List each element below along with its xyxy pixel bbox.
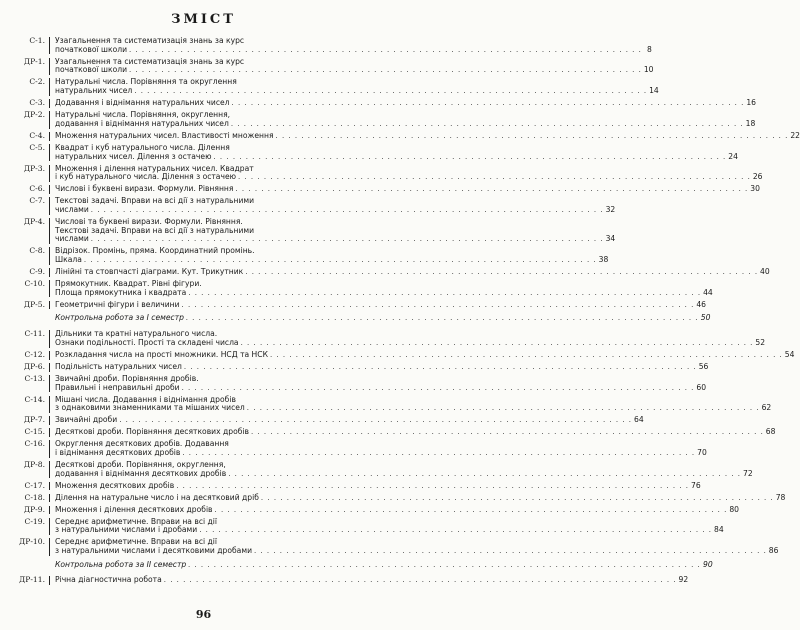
- toc-entry: [5, 361, 709, 372]
- toc-entry-text: Звичайні дроби. Порівняння дробів.: [55, 373, 199, 383]
- toc-entry-code: ДР-11.: [19, 575, 45, 585]
- toc-entry-text: Числові і буквені вирази. Формули. Рівняння: [55, 184, 234, 194]
- toc-entry-text: Узагальнення та систематизація знань за курс: [55, 36, 245, 45]
- toc-entry-body: [55, 165, 762, 182]
- toc-entry-body: [55, 482, 701, 491]
- toc-entry-page: 16: [746, 98, 756, 108]
- toc-entry-text: Контрольна робота за I семестр: [55, 313, 184, 323]
- toc-entry: [5, 559, 713, 570]
- toc-entry-page: 30: [750, 184, 760, 194]
- toc-entry-line: [55, 363, 708, 372]
- toc-entry: [5, 110, 756, 128]
- dot-leader: . . . . . . . . . . . . . . . . . . . . . . . . . . . . . . . . . . . . . . . . . . . . . . . . . . . . . . . . . . . . . . . . . . . . . . . . . . . . . . . .: [90, 205, 604, 214]
- toc-entry: [5, 163, 763, 182]
- toc-entry-page: 40: [760, 267, 770, 277]
- toc-entry: [5, 439, 707, 457]
- toc-entry-code: ДР-1.: [23, 56, 45, 66]
- toc-entry-line: [55, 58, 654, 67]
- toc-entry-code: С-12.: [24, 349, 45, 359]
- toc-entry-body: [55, 132, 800, 141]
- dot-leader: . . . . . . . . . . . . . . . . . . . . . . . . . . . . . . . . . . . . . . . . . . . . . . . . . . . . . . . . . . . . . . . . . . . . . . . . . . . . . . . .: [213, 152, 727, 161]
- toc-entry-body: [55, 375, 706, 392]
- toc-entry-page: 78: [775, 492, 786, 502]
- toc-separator: [49, 165, 50, 182]
- toc-entry-text: натуральних чисел. Ділення з остачею: [55, 151, 212, 161]
- toc-entry-text: Ознаки подільності. Прості та складені числа: [55, 337, 239, 347]
- toc-entry-code: С-2.: [29, 77, 45, 87]
- toc-entry-line: [55, 173, 762, 182]
- dot-leader: . . . . . . . . . . . . . . . . . . . . . . . . . . . . . . . . . . . . . . . . . . . . . . . . . . . . . . . . . . . . . . . . . . . . . . . . . . . . . . . .: [251, 428, 764, 437]
- toc-entry-line: [55, 66, 654, 75]
- toc-separator: [49, 518, 50, 535]
- toc-entry-code: С-14.: [24, 394, 45, 404]
- toc-entry-page: 54: [784, 349, 795, 359]
- dot-leader: . . . . . . . . . . . . . . . . . . . . . . . . . . . . . . . . . . . . . . . . . . . . . . . . . . . . . . . . . . . . . . . . . . . . . . . . . . . . . . . .: [228, 469, 741, 478]
- dot-leader: . . . . . . . . . . . . . . . . . . . . . . . . . . . . . . . . . . . . . . . . . . . . . . . . . . . . . . . . . . . . . . . . . . . . . . . . . . . . . . . .: [188, 288, 702, 297]
- page-number: 96: [195, 608, 212, 621]
- toc-entry-body: [55, 280, 713, 297]
- toc-entry-text: додавання і віднімання десяткових дробів: [55, 468, 227, 478]
- toc-separator: [49, 185, 50, 194]
- toc-entry-line: [55, 132, 800, 141]
- toc-entry-line: [55, 78, 659, 87]
- toc-entry: [5, 480, 701, 491]
- toc-entry: [5, 575, 689, 585]
- dot-leader: . . . . . . . . . . . . . . . . . . . . . . . . . . . . . . . . . . . . . . . . . . . . . . . . . . . . . . . . . . . . . . . . . . . . . . . . . . . . . . . .: [230, 119, 744, 128]
- toc-entry-body: [55, 461, 753, 478]
- dot-leader: . . . . . . . . . . . . . . . . . . . . . . . . . . . . . . . . . . . . . . . . . . . . . . . . . . . . . . . . . . . . . . . . . . . . . . . . . . . . . . . .: [235, 185, 749, 194]
- toc-separator: [49, 218, 50, 244]
- toc-separator: [49, 396, 50, 413]
- toc-entry-line: [55, 289, 713, 298]
- toc-entry: [5, 459, 753, 478]
- dot-leader: . . . . . . . . . . . . . . . . . . . . . . . . . . . . . . . . . . . . . . . . . . . . . . . . . . . . . . . . . . . . . . . . . . . . . . . . . . . . . . . .: [185, 314, 699, 323]
- toc-entry-code: С-13.: [24, 373, 45, 383]
- toc-entry-code: ДР-3.: [23, 163, 45, 173]
- dot-leader: . . . . . . . . . . . . . . . . . . . . . . . . . . . . . . . . . . . . . . . . . . . . . . . . . . . . . . . . . . . . . . . . . . . . . . . . . . . . . . . .: [90, 235, 604, 244]
- toc-entry-body: [55, 440, 707, 457]
- toc-entry-body: [55, 351, 794, 360]
- toc-entry-code: С-10.: [24, 279, 45, 289]
- toc-entry-text: Геометричні фігури і величини: [55, 299, 180, 309]
- toc-entry-text: Розкладання числа на прості множники. НСД та НСК: [55, 349, 268, 359]
- toc-entry-body: [55, 396, 771, 413]
- toc-entry-code: С-8.: [29, 246, 45, 256]
- toc-entry-page: 92: [678, 575, 689, 585]
- toc-entry-page: 62: [761, 403, 772, 413]
- toc-entry-code: С-18.: [24, 492, 45, 502]
- toc-entry-line: [55, 301, 706, 310]
- toc-entry-text: додавання і віднімання натуральних чисел: [55, 118, 229, 128]
- toc-entry: [5, 246, 609, 265]
- toc-entry-text: початкової школи: [55, 65, 128, 75]
- toc-entry-code: С-1.: [29, 36, 45, 45]
- toc-entry: [5, 299, 707, 310]
- dot-leader: . . . . . . . . . . . . . . . . . . . . . . . . . . . . . . . . . . . . . . . . . . . . . . . . . . . . . . . . . . . . . . . . . . . . . . . . . . . . . . . .: [181, 383, 695, 392]
- toc-entry-code: С-5.: [29, 142, 45, 152]
- toc-entry-line: [55, 268, 770, 277]
- toc-entry-page: 70: [697, 447, 707, 457]
- toc-entry: [5, 313, 711, 323]
- toc-entry-line: [55, 404, 771, 413]
- toc-entry-text: Множення натуральних чисел. Властивості множення: [55, 130, 274, 140]
- toc-entry-text: і віднімання десяткових дробів: [55, 447, 181, 457]
- toc-entry-line: [55, 185, 760, 194]
- toc-entry: [5, 537, 779, 556]
- toc-separator: [49, 440, 50, 457]
- toc-entry-page: 72: [743, 468, 753, 478]
- dot-leader: . . . . . . . . . . . . . . . . . . . . . . . . . . . . . . . . . . . . . . . . . . . . . . . . . . . . . . . . . . . . . . . . . . . . . . . . . . . . . . . .: [254, 547, 767, 556]
- toc-entry: [5, 216, 616, 244]
- toc-separator: [49, 99, 50, 108]
- toc-separator: [49, 268, 50, 277]
- toc-separator: [49, 301, 50, 310]
- toc-entry-body: [55, 576, 688, 585]
- toc-entry-text: натуральних чисел: [55, 86, 133, 96]
- toc-separator: [49, 351, 50, 360]
- toc-entry-code: ДР-9.: [23, 504, 45, 514]
- toc-entry-text: початкової школи: [55, 44, 128, 54]
- toc-separator: [49, 494, 50, 503]
- toc-entry-page: 86: [768, 546, 779, 556]
- dot-leader: . . . . . . . . . . . . . . . . . . . . . . . . . . . . . . . . . . . . . . . . . . . . . . . . . . . . . . . . . . . . . . . . . . . . . . . . . . . . . . . .: [214, 505, 728, 514]
- dot-leader: . . . . . . . . . . . . . . . . . . . . . . . . . . . . . . . . . . . . . . . . . . . . . . . . . . . . . . . . . . . . . . . . . . . . . . . . . . . . . . . .: [231, 99, 745, 108]
- toc-entry-page: 22: [790, 130, 800, 140]
- toc-entry: [5, 516, 724, 535]
- toc-entry-page: 8: [646, 44, 652, 54]
- toc-entry-text: і куб натурального числа. Ділення з остачею: [55, 172, 237, 182]
- toc-entry-text: Множення і ділення натуральних чисел. Квадрат: [55, 163, 254, 173]
- toc-entry-body: [55, 37, 652, 54]
- toc-entry-line: [55, 256, 608, 265]
- toc-entry-body: [55, 428, 775, 437]
- toc-entry-body: [55, 99, 756, 108]
- toc-entry-body: [55, 247, 608, 264]
- toc-separator: [49, 314, 50, 323]
- toc-entry-page: 14: [649, 86, 659, 96]
- toc-entry-line: [55, 314, 710, 323]
- toc-entry-body: [55, 506, 739, 515]
- toc-entry-text: Прямокутник. Квадрат. Рівні фігури.: [55, 279, 202, 289]
- toc-entry-line: [55, 99, 756, 108]
- toc-entry-body: [55, 197, 615, 214]
- toc-entry-page: 52: [755, 337, 766, 347]
- toc-entry-text: Лінійні та стовпчасті діаграми. Кут. Трикутник: [55, 267, 244, 277]
- toc-entry-text: Річна діагностична робота: [55, 575, 162, 585]
- toc-entry-code: С-9.: [29, 267, 45, 277]
- dot-leader: . . . . . . . . . . . . . . . . . . . . . . . . . . . . . . . . . . . . . . . . . . . . . . . . . . . . . . . . . . . . . . . . . . . . . . . . . . . . . . . .: [260, 493, 774, 502]
- toc-entry-line: [55, 449, 707, 458]
- toc-entry-page: 44: [703, 287, 713, 297]
- toc-entry-body: [55, 268, 770, 277]
- toc-entry: [5, 492, 786, 503]
- toc-separator: [49, 506, 50, 515]
- toc-separator: [49, 132, 50, 141]
- toc-entry-body: [55, 518, 724, 535]
- toc-entry-body: [55, 58, 654, 75]
- toc-entry: [5, 184, 760, 194]
- toc-entry-text: Текстові задачі. Вправи на всі дії з натуральними: [55, 196, 255, 206]
- toc-entry: [5, 329, 766, 347]
- toc-entry-line: [55, 235, 615, 244]
- toc-entry-line: [55, 526, 724, 535]
- toc-entry-line: [55, 339, 765, 348]
- toc-entry: [5, 56, 654, 75]
- toc-separator: [49, 561, 50, 570]
- toc-entry-text: Площа прямокутника і квадрата: [55, 287, 187, 297]
- toc-entry-code: С-17.: [24, 480, 45, 490]
- dot-leader: . . . . . . . . . . . . . . . . . . . . . . . . . . . . . . . . . . . . . . . . . . . . . . . . . . . . . . . . . . . . . . . . . . . . . . . . . . . . . . . .: [83, 256, 597, 265]
- toc-entry-line: [55, 153, 738, 162]
- toc-entry-text: Натуральні числа. Порівняння та округлення: [55, 77, 237, 87]
- toc-entry-page: 32: [605, 204, 616, 214]
- toc-entry-code: С-11.: [24, 329, 45, 339]
- toc-entry-body: [55, 301, 706, 310]
- dot-leader: . . . . . . . . . . . . . . . . . . . . . . . . . . . . . . . . . . . . . . . . . . . . . . . . . . . . . . . . . . . . . . . . . . . . . . . . . . . . . . . .: [240, 338, 754, 347]
- toc-entry-text: Шкала: [55, 255, 82, 265]
- toc-entry-text: Десяткові дроби. Порівняння, округлення,: [55, 459, 226, 469]
- toc-entry-line: [55, 547, 778, 556]
- toc-separator: [49, 144, 50, 161]
- toc-entry-page: 64: [633, 415, 644, 425]
- toc-separator: [49, 482, 50, 491]
- toc-entry-text: з однаковими знаменниками та мішаних чисел: [55, 403, 245, 413]
- toc-separator: [49, 330, 50, 347]
- toc-entry: [5, 77, 659, 96]
- toc-entry-line: [55, 470, 753, 479]
- toc-entry-body: [55, 144, 738, 161]
- toc-entry-body: [55, 314, 710, 323]
- toc-entry-text: Округлення десяткових дробів. Додавання: [55, 439, 229, 449]
- dot-leader: . . . . . . . . . . . . . . . . . . . . . . . . . . . . . . . . . . . . . . . . . . . . . . . . . . . . . . . . . . . . . . . . . . . . . . . . . . . . . . . .: [275, 131, 789, 140]
- toc-entry-body: [55, 78, 659, 95]
- toc-entry-text: Подільність натуральних чисел: [55, 361, 182, 371]
- toc-entry: [5, 504, 740, 515]
- toc-entry: [5, 394, 772, 413]
- toc-entry-page: 68: [765, 427, 776, 437]
- toc-entry-text: числами: [55, 234, 89, 244]
- toc-entry-page: 80: [729, 504, 740, 514]
- toc-entry-text: Звичайні дроби: [55, 415, 118, 425]
- toc-separator: [49, 461, 50, 478]
- toc-entry-text: числами: [55, 204, 89, 214]
- toc-separator: [49, 247, 50, 264]
- toc-separator: [49, 37, 50, 54]
- toc-entry: [5, 373, 707, 392]
- toc-entry: [5, 267, 770, 277]
- toc-entry-code: С-15.: [24, 427, 45, 437]
- toc-entry-code: ДР-5.: [23, 299, 45, 309]
- toc-entry-text: Правильні і неправильні дроби: [55, 382, 180, 392]
- toc-entry-page: 84: [714, 525, 724, 535]
- toc-entry-body: [55, 416, 644, 425]
- toc-entry-code: С-7.: [29, 196, 45, 206]
- toc-entry-code: ДР-10.: [19, 537, 45, 547]
- toc-entry-body: [55, 363, 708, 372]
- toc-entry: [5, 98, 756, 108]
- toc-entry-line: [55, 197, 615, 206]
- toc-entry-body: [55, 561, 713, 570]
- toc-entry-text: Узагальнення та систематизація знань за курс: [55, 56, 245, 66]
- toc-entry-code: ДР-7.: [23, 415, 45, 425]
- toc-entry-page: 26: [752, 172, 763, 182]
- dot-leader: . . . . . . . . . . . . . . . . . . . . . . . . . . . . . . . . . . . . . . . . . . . . . . . . . . . . . . . . . . . . . . . . . . . . . . . . . . . . . . . .: [246, 404, 760, 413]
- toc-separator: [49, 280, 50, 297]
- toc-entry-text: Контрольна робота за II семестр: [55, 559, 187, 569]
- toc-entry-line: [55, 428, 775, 437]
- toc-entry-text: Відрізок. Промінь, пряма. Координатний промінь.: [55, 246, 255, 256]
- toc-entry: [5, 130, 800, 141]
- toc-separator: [49, 111, 50, 128]
- toc-entry-text: Середнє арифметичне. Вправи на всі дії: [55, 537, 218, 547]
- table-of-contents: [5, 36, 800, 588]
- toc-entry-code: С-3.: [29, 98, 45, 108]
- toc-entry-line: [55, 37, 652, 46]
- toc-entry-body: [55, 494, 785, 503]
- toc-entry-code: ДР-8.: [23, 459, 45, 469]
- toc-entry-line: [55, 384, 706, 393]
- toc-entry-text: з натуральними числами і дробами: [55, 525, 198, 535]
- toc-entry-line: [55, 87, 659, 96]
- toc-entry-text: Множення і ділення десяткових дробів: [55, 504, 213, 514]
- dot-leader: . . . . . . . . . . . . . . . . . . . . . . . . . . . . . . . . . . . . . . . . . . . . . . . . . . . . . . . . . . . . . . . . . . . . . . . . . . . . . . . .: [269, 350, 783, 359]
- dot-leader: . . . . . . . . . . . . . . . . . . . . . . . . . . . . . . . . . . . . . . . . . . . . . . . . . . . . . . . . . . . . . . . . . . . . . . . . . . . . . . . .: [134, 87, 648, 96]
- toc-entry-page: 56: [698, 361, 709, 371]
- toc-entry-text: з натуральними числами і десятковими дробами: [55, 546, 252, 556]
- toc-entry: [5, 427, 776, 437]
- toc-entry-text: Десяткові дроби. Порівняння десяткових дробів: [55, 427, 249, 437]
- toc-entry-page: 50: [700, 313, 711, 323]
- toc-entry-text: Додавання і віднімання натуральних чисел: [55, 98, 230, 108]
- dot-leader: . . . . . . . . . . . . . . . . . . . . . . . . . . . . . . . . . . . . . . . . . . . . . . . . . . . . . . . . . . . . . . . . . . . . . . . . . . . . . . . .: [181, 300, 695, 309]
- toc-entry-page: 46: [696, 299, 707, 309]
- toc-entry-text: Ділення на натуральне число і на десятковий дріб: [55, 492, 259, 502]
- toc-entry-line: [55, 506, 739, 515]
- page-title: ЗМІСТ: [171, 12, 236, 27]
- dot-leader: . . . . . . . . . . . . . . . . . . . . . . . . . . . . . . . . . . . . . . . . . . . . . . . . . . . . . . . . . . . . . . . . . . . . . . . . . . . . . . . .: [119, 416, 632, 425]
- toc-entry: [5, 196, 616, 214]
- toc-entry-code: С-6.: [29, 184, 45, 194]
- toc-entry-text: Дільники та кратні натурального числа.: [55, 329, 218, 339]
- toc-entry-page: 10: [643, 65, 654, 75]
- toc-entry-text: Натуральні числа. Порівняння, округлення,: [55, 110, 231, 120]
- toc-entry-body: [55, 185, 760, 194]
- toc-entry-page: 18: [745, 118, 756, 128]
- toc-entry: [5, 279, 713, 297]
- toc-entry-code: ДР-2.: [23, 110, 45, 120]
- toc-separator: [49, 576, 50, 585]
- dot-leader: . . . . . . . . . . . . . . . . . . . . . . . . . . . . . . . . . . . . . . . . . . . . . . . . . . . . . . . . . . . . . . . . . . . . . . . . . . . . . . . .: [182, 448, 696, 457]
- toc-entry-page: 90: [703, 559, 713, 569]
- toc-entry-text: Мішані числа. Додавання і віднімання дробів: [55, 394, 236, 404]
- toc-entry-line: [55, 247, 608, 256]
- toc-entry-text: Множення десяткових дробів: [55, 480, 175, 490]
- dot-leader: . . . . . . . . . . . . . . . . . . . . . . . . . . . . . . . . . . . . . . . . . . . . . . . . . . . . . . . . . . . . . . . . . . . . . . . . . . . . . . . .: [129, 66, 642, 75]
- toc-entry: [5, 142, 738, 161]
- dot-leader: . . . . . . . . . . . . . . . . . . . . . . . . . . . . . . . . . . . . . . . . . . . . . . . . . . . . . . . . . . . . . . . . . . . . . . . . . . . . . . . .: [183, 362, 697, 371]
- toc-entry-body: [55, 111, 755, 128]
- toc-separator: [49, 78, 50, 95]
- toc-entry-page: 24: [728, 151, 738, 161]
- toc-separator: [49, 538, 50, 555]
- toc-entry-body: [55, 538, 778, 555]
- toc-entry-body: [55, 330, 765, 347]
- toc-entry-text: Квадрат і куб натурального числа. Ділення: [55, 142, 230, 152]
- toc-entry-text: Текстові задачі. Вправи на всі дії з натуральними: [55, 225, 255, 235]
- toc-entry-page: 60: [696, 382, 707, 392]
- dot-leader: . . . . . . . . . . . . . . . . . . . . . . . . . . . . . . . . . . . . . . . . . . . . . . . . . . . . . . . . . . . . . . . . . . . . . . . . . . . . . . . .: [176, 481, 690, 490]
- toc-entry-line: [55, 120, 755, 129]
- toc-separator: [49, 375, 50, 392]
- toc-entry: [5, 415, 644, 425]
- dot-leader: . . . . . . . . . . . . . . . . . . . . . . . . . . . . . . . . . . . . . . . . . . . . . . . . . . . . . . . . . . . . . . . . . . . . . . . . . . . . . . . .: [163, 576, 677, 585]
- toc-entry: [5, 36, 652, 54]
- toc-entry-line: [55, 561, 713, 570]
- toc-entry-line: [55, 576, 688, 585]
- toc-separator: [49, 416, 50, 425]
- toc-entry-code: ДР-6.: [23, 361, 45, 371]
- toc-separator: [49, 428, 50, 437]
- toc-entry-page: 34: [605, 234, 616, 244]
- dot-leader: . . . . . . . . . . . . . . . . . . . . . . . . . . . . . . . . . . . . . . . . . . . . . . . . . . . . . . . . . . . . . . . . . . . . . . . . . . . . . . . .: [238, 173, 751, 182]
- dot-leader: . . . . . . . . . . . . . . . . . . . . . . . . . . . . . . . . . . . . . . . . . . . . . . . . . . . . . . . . . . . . . . . . . . . . . . . . . . . . . . . .: [245, 268, 759, 277]
- toc-entry: [5, 349, 795, 360]
- toc-separator: [49, 197, 50, 214]
- toc-entry-line: [55, 494, 785, 503]
- dot-leader: . . . . . . . . . . . . . . . . . . . . . . . . . . . . . . . . . . . . . . . . . . . . . . . . . . . . . . . . . . . . . . . . . . . . . . . . . . . . . . . .: [199, 526, 712, 535]
- toc-entry-line: [55, 351, 794, 360]
- toc-entry-line: [55, 227, 615, 236]
- toc-entry-line: [55, 46, 652, 55]
- toc-entry-text: Числові та буквені вирази. Формули. Рівняння.: [55, 216, 243, 226]
- toc-separator: [49, 58, 50, 75]
- dot-leader: . . . . . . . . . . . . . . . . . . . . . . . . . . . . . . . . . . . . . . . . . . . . . . . . . . . . . . . . . . . . . . . . . . . . . . . . . . . . . . . .: [188, 560, 702, 569]
- toc-entry-page: 38: [598, 255, 609, 265]
- toc-entry-line: [55, 482, 701, 491]
- toc-entry-line: [55, 416, 644, 425]
- toc-entry-body: [55, 218, 615, 244]
- toc-entry-text: Середнє арифметичне. Вправи на всі дії: [55, 516, 218, 526]
- toc-entry-code: С-19.: [24, 516, 45, 526]
- toc-entry-code: С-16.: [24, 439, 45, 449]
- toc-entry-code: ДР-4.: [23, 216, 45, 226]
- toc-entry-line: [55, 206, 615, 215]
- dot-leader: . . . . . . . . . . . . . . . . . . . . . . . . . . . . . . . . . . . . . . . . . . . . . . . . . . . . . . . . . . . . . . . . . . . . . . . . . . . . . . . .: [129, 45, 642, 54]
- toc-separator: [49, 363, 50, 372]
- toc-entry-page: 76: [691, 480, 701, 490]
- toc-entry-code: С-4.: [29, 130, 45, 140]
